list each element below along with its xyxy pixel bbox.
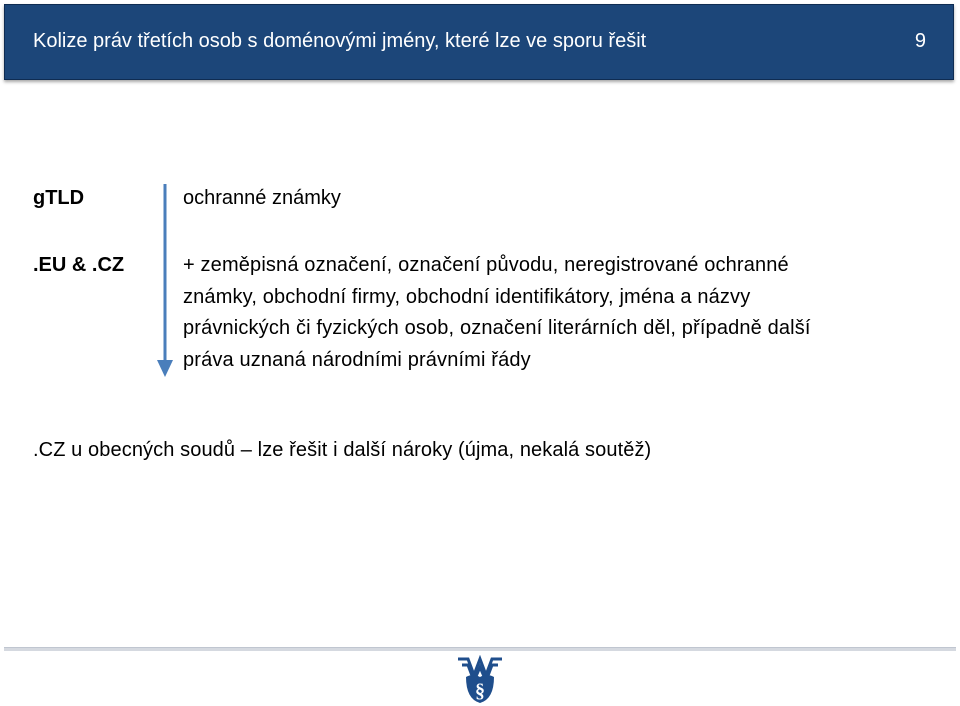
extended-line: právnických či fyzických osob, označení literárních děl, případně další (183, 317, 811, 339)
slide-header (4, 4, 954, 80)
extended-line: práva uznaná národními právními řády (183, 348, 531, 371)
label-eu-cz: .EU & .CZ (33, 254, 125, 276)
slide-title: Kolize práv třetích osob s doménovými jmény, které lze ve sporu řešit (33, 30, 647, 52)
svg-text:§: § (475, 680, 485, 702)
down-arrow-icon (155, 184, 175, 378)
slide-number: 9 (914, 30, 926, 52)
label-gtld: gTLD (33, 187, 85, 209)
extended-line: + zeměpisná označení, označení původu, neregistrované ochranné (183, 254, 789, 276)
note-general-courts: .CZ u obecných soudů – lze řešit i další nároky (újma, nekalá soutěž) (33, 439, 652, 461)
court-emblem-icon (452, 655, 508, 705)
item-extended-rights (183, 250, 933, 376)
footer-divider (4, 647, 956, 651)
extended-line: známky, obchodní firmy, obchodní identifikátory, jména a názvy (183, 285, 751, 308)
item-trademarks: ochranné známky (183, 187, 341, 209)
